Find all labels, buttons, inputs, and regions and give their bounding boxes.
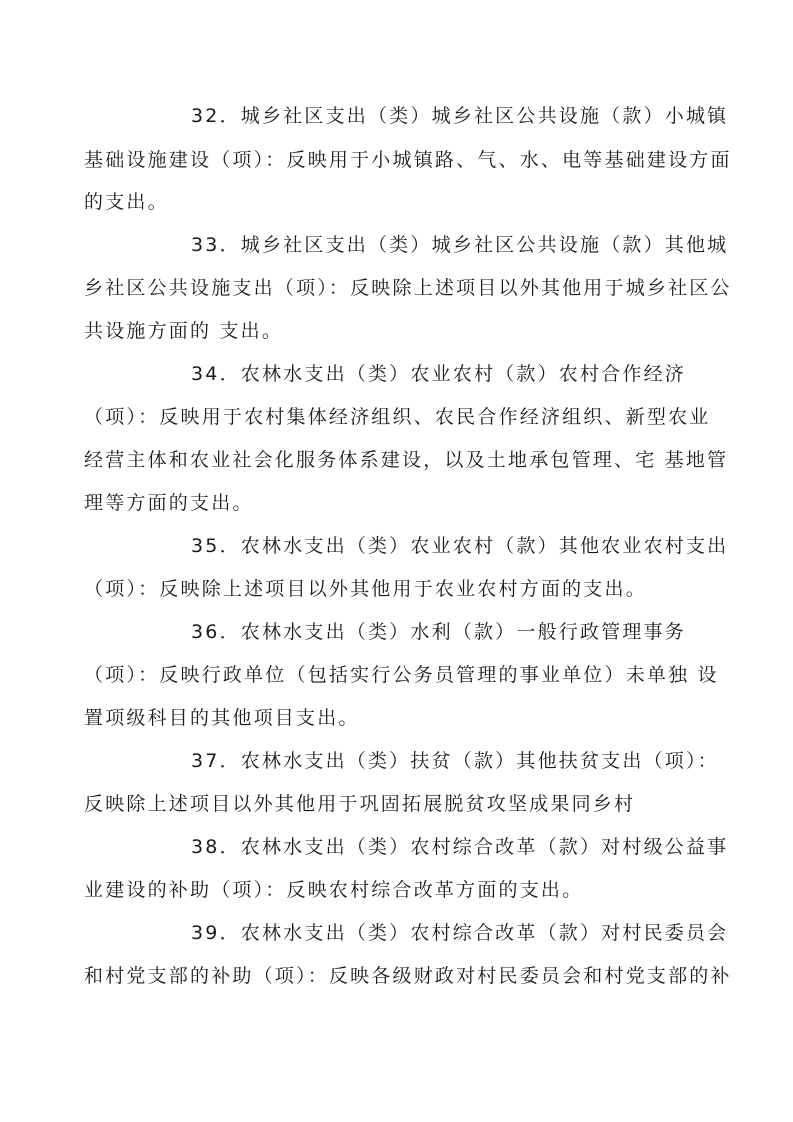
paragraph-39-line-2: 和村党支部的补助（项）：反映各级财政对村民委员会和村党支部的补 xyxy=(84,965,732,987)
paragraph-36-line-1: 36．农林水支出（类）水利（款）一般行政管理事务 xyxy=(191,621,686,643)
paragraph-32-line-2: 基础设施建设（项）：反映用于小城镇路、气、水、电等基础建设方面 xyxy=(84,149,732,171)
paragraph-36-line-2: （项）：反映行政单位（包括实行公务员管理的事业单位）未单独 设 xyxy=(84,664,719,686)
paragraph-32-line-3: 的支出。 xyxy=(84,191,169,213)
paragraph-39-line-1: 39．农林水支出（类）农村综合改革（款）对村民委员会 xyxy=(191,922,729,944)
paragraph-33-line-1: 33．城乡社区支出（类）城乡社区公共设施（款）其他城 xyxy=(191,234,729,256)
paragraph-32-line-1: 32．城乡社区支出（类）城乡社区公共设施（款）小城镇 xyxy=(191,105,729,127)
paragraph-34-line-3: 经营主体和农业社会化服务体系建设，以及土地承包管理、宅 基地管 xyxy=(84,449,729,471)
paragraph-33-line-3: 共设施方面的 支出。 xyxy=(84,320,284,342)
paragraph-34-line-1: 34．农林水支出（类）农业农村（款）农村合作经济 xyxy=(191,363,686,385)
paragraph-35-line-1: 35．农林水支出（类）农业农村（款）其他农业农村支出 xyxy=(191,535,729,557)
paragraph-38-line-1: 38．农林水支出（类）农村综合改革（款）对村级公益事 xyxy=(191,836,729,858)
paragraph-35-line-2: （项）：反映除上述项目以外其他用于农业农村方面的支出。 xyxy=(84,578,647,600)
paragraph-37-line-2: 反映除上述项目以外其他用于巩固拓展脱贫攻坚成果同乡村 xyxy=(84,793,636,815)
paragraph-38-line-2: 业建设的补助（项）：反映农村综合改革方面的支出。 xyxy=(84,879,584,901)
paragraph-34-line-2: （项）：反映用于农村集体经济组织、农民合作经济组织、新型农业 xyxy=(84,406,711,428)
paragraph-33-line-2: 乡社区公共设施支出（项）：反映除上述项目以外其他用于城乡社区公 xyxy=(84,277,732,299)
paragraph-36-line-3: 置项级科目的其他项目支出。 xyxy=(84,707,360,729)
paragraph-34-line-4: 理等方面的支出。 xyxy=(84,492,254,514)
paragraph-37-line-1: 37．农林水支出（类）扶贫（款）其他扶贫支出（项）： xyxy=(191,750,719,772)
